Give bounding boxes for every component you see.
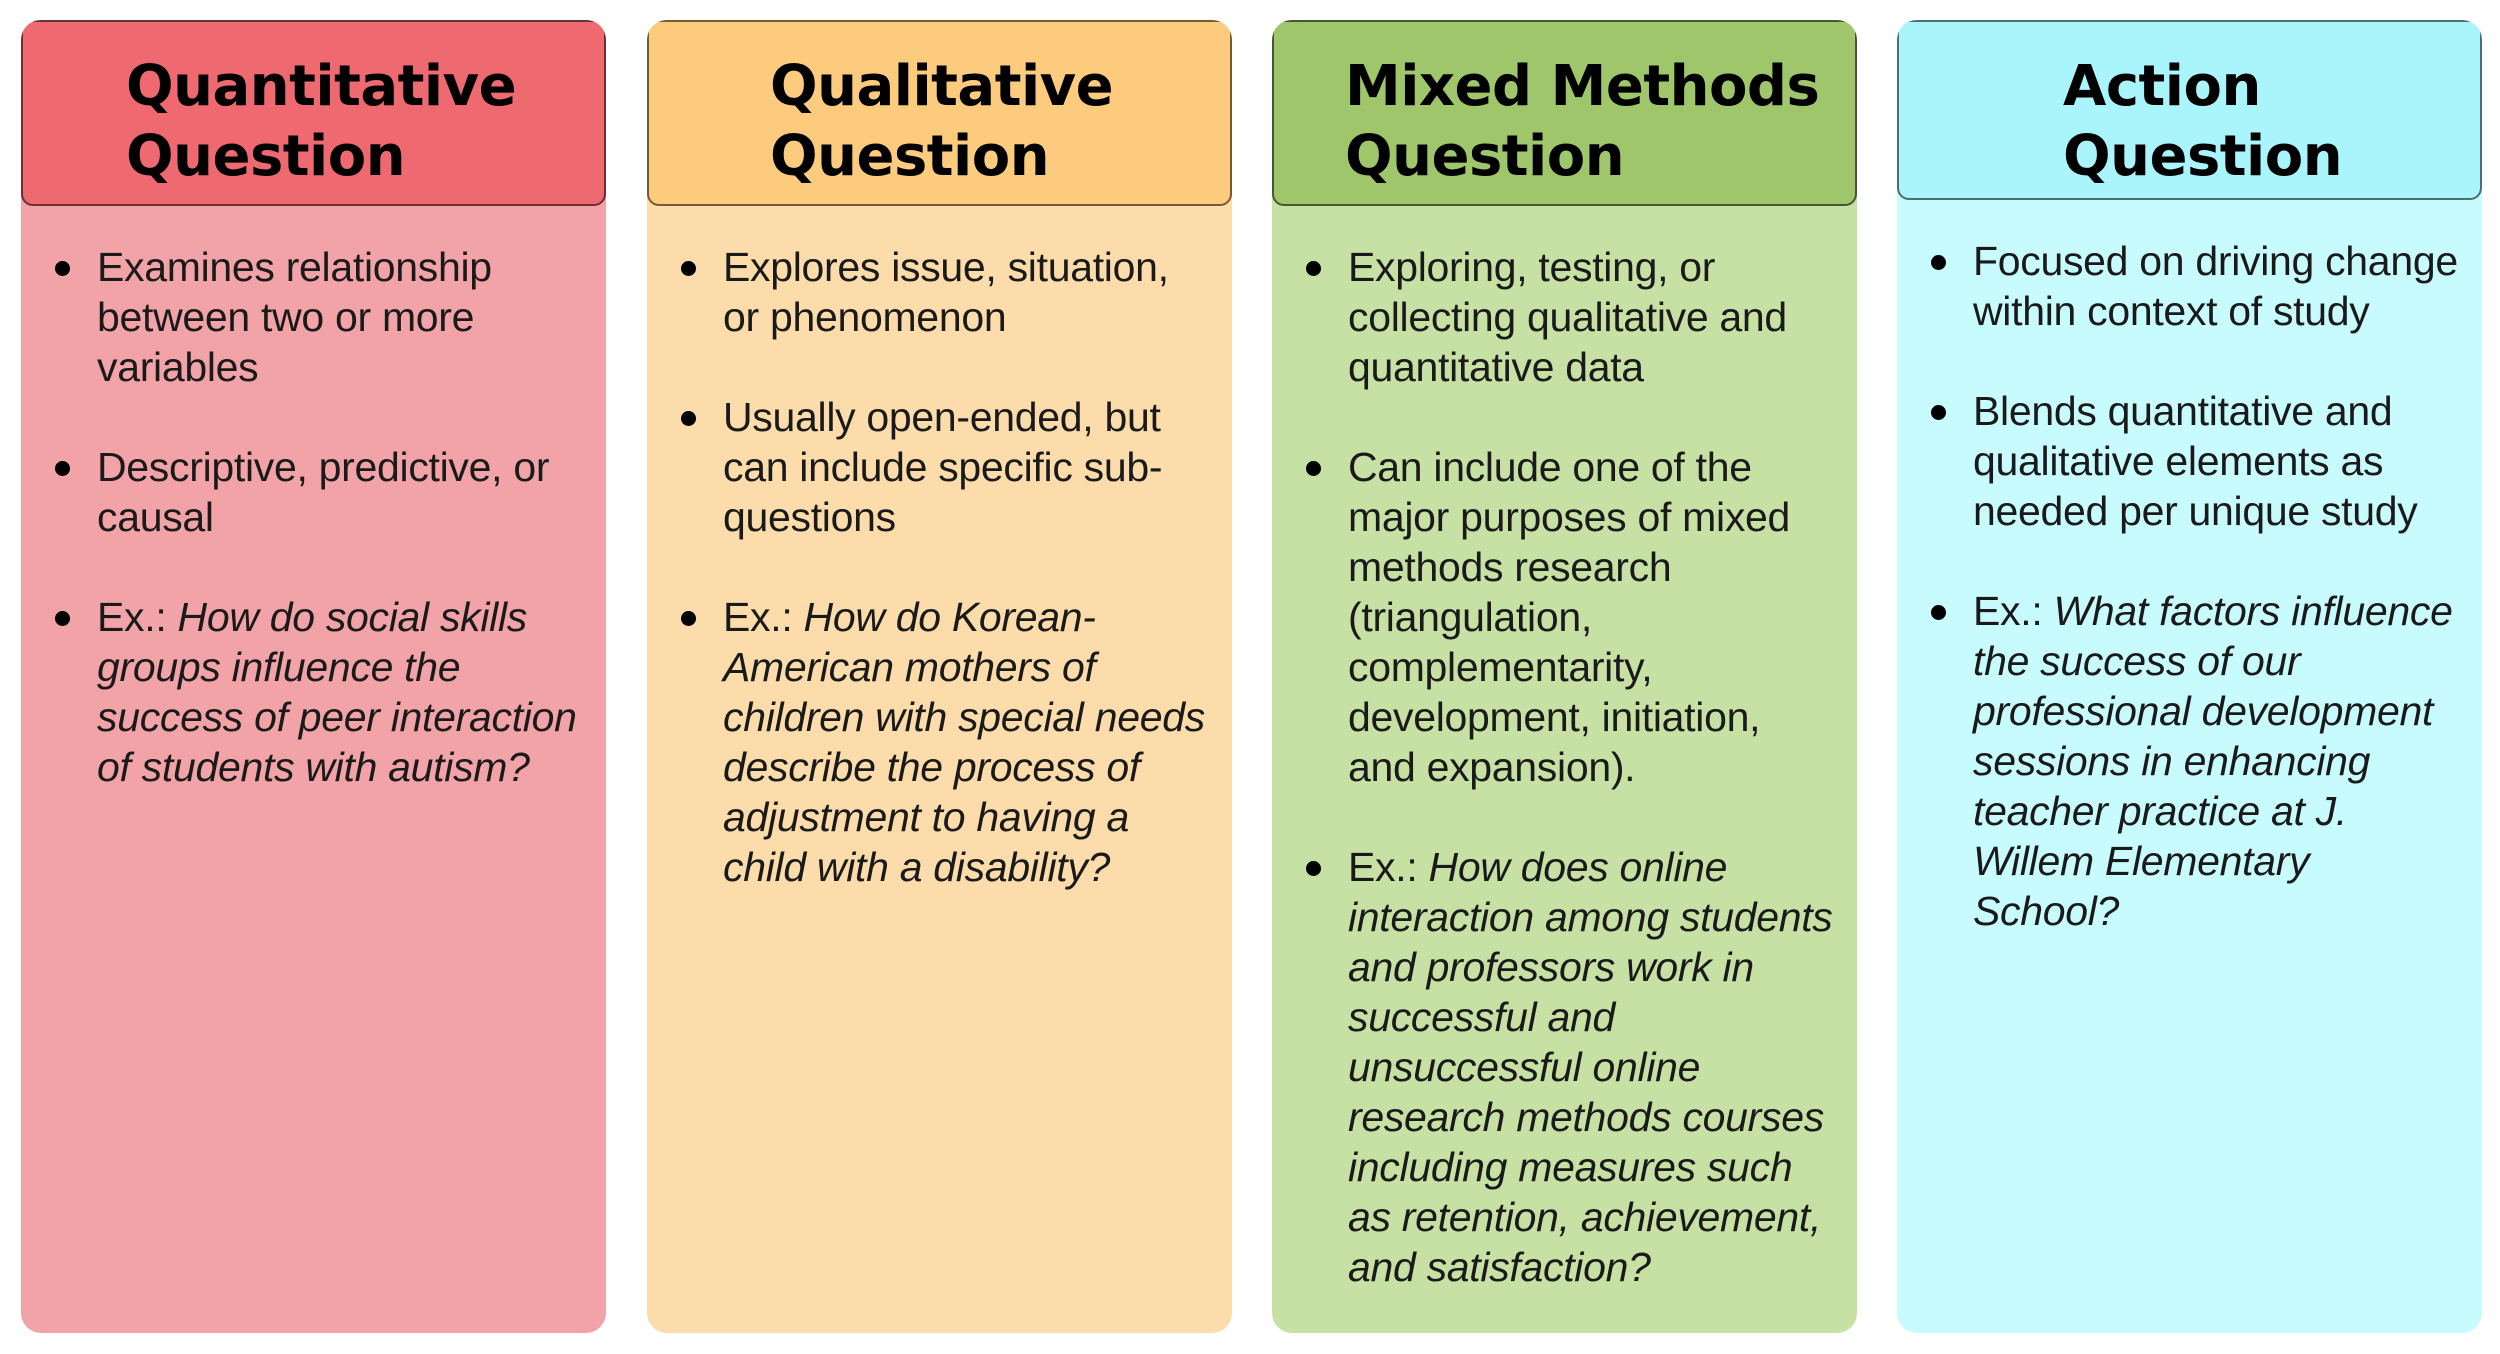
list-item: Exploring, testing, or collecting qualitative and quantitative data (1348, 242, 1837, 392)
column-title: Quantitative Question (126, 54, 517, 189)
list-item: Descriptive, predictive, or causal (97, 442, 586, 542)
column-qualitative (647, 20, 1232, 1333)
bullet-list (97, 242, 586, 842)
bullet-icon (1931, 255, 1946, 270)
list-item: Focused on driving change within context of study (1973, 236, 2462, 336)
bullet-icon (1931, 605, 1946, 620)
bullet-icon (681, 611, 696, 626)
example-item (1973, 586, 2462, 936)
bullet-icon (681, 261, 696, 276)
list-item: Examines relationship between two or more variables (97, 242, 586, 392)
list-item: Usually open-ended, but can include specific sub-questions (723, 392, 1212, 542)
bullet-icon (55, 261, 70, 276)
column-mixed-methods (1272, 20, 1857, 1333)
example-item (1348, 842, 1837, 1292)
example-prefix: Ex.: (1973, 588, 2054, 634)
bullet-list (1973, 236, 2462, 986)
bullet-list (1348, 242, 1837, 1333)
example-item (723, 592, 1212, 892)
column-quantitative (21, 20, 606, 1333)
column-body (1272, 206, 1857, 1333)
column-body (21, 206, 606, 1333)
example-text: What factors influence the success of our professional development sessions in enhancing teacher practice at J. Willem Elementary School? (1973, 588, 2453, 934)
bullet-icon (55, 611, 70, 626)
example-text: How do Korean-American mothers of children with special needs describe the process of adjustment to having a child with a disability? (723, 594, 1205, 890)
column-action (1897, 20, 2482, 1333)
bullet-list (723, 242, 1212, 942)
example-text: How do social skills groups influence the success of peer interaction of students with autism? (97, 594, 577, 790)
column-header (1272, 20, 1857, 206)
example-item (97, 592, 586, 792)
column-body (1897, 200, 2482, 1333)
list-item: Blends quantitative and qualitative elements as needed per unique study (1973, 386, 2462, 536)
column-header (21, 20, 606, 206)
list-item: Can include one of the major purposes of mixed methods research (triangulation, complementarity, development, initiation, and expansion). (1348, 442, 1837, 792)
example-text: How does online interaction among students and professors work in successful and unsuccessful online research methods courses including measures such as retention, achievement, and satisfaction? (1348, 844, 1833, 1290)
bullet-icon (1306, 861, 1321, 876)
example-prefix: Ex.: (723, 594, 804, 640)
bullet-icon (681, 411, 696, 426)
column-header (1897, 20, 2482, 200)
example-prefix: Ex.: (1348, 844, 1429, 890)
column-header (647, 20, 1232, 206)
example-prefix: Ex.: (97, 594, 178, 640)
column-title: Action Question (2063, 54, 2343, 189)
bullet-icon (1306, 261, 1321, 276)
column-title: Qualitative Question (770, 54, 1114, 189)
column-title: Mixed Methods Question (1345, 54, 1820, 189)
bullet-icon (55, 461, 70, 476)
bullet-icon (1931, 405, 1946, 420)
column-body (647, 206, 1232, 1333)
bullet-icon (1306, 461, 1321, 476)
list-item: Explores issue, situation, or phenomenon (723, 242, 1212, 342)
